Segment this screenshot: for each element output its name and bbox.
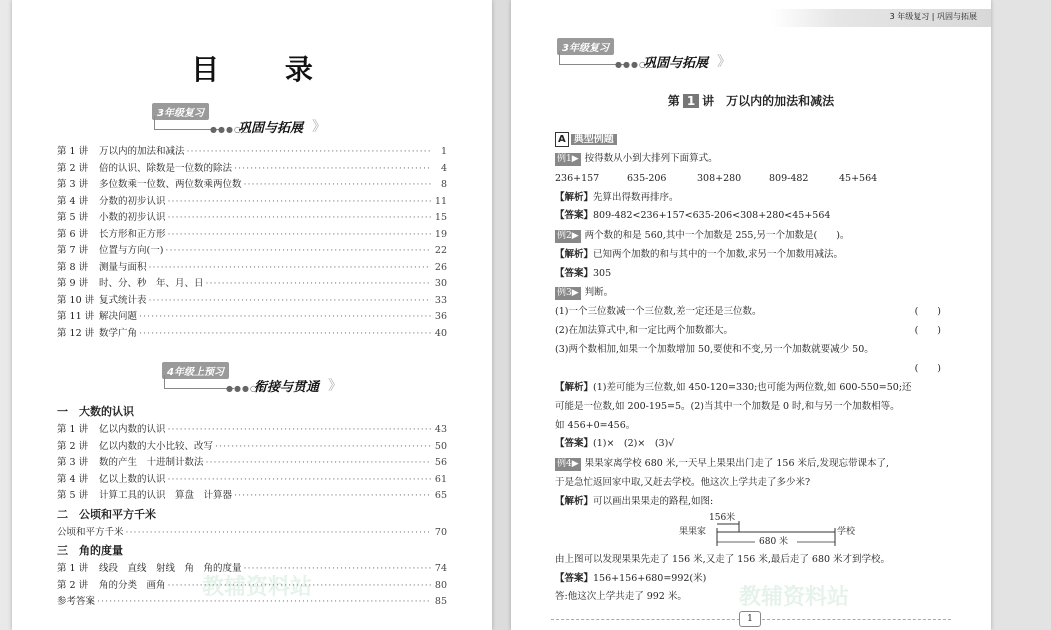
analysis-text: 先算出得数再排序。 bbox=[593, 192, 679, 203]
example-4-final: 答:他这次上学共走了 992 米。 bbox=[555, 591, 687, 602]
viewer-background bbox=[991, 0, 1051, 630]
example-4 bbox=[555, 457, 889, 471]
toc-group-heading: 三 角的度量 bbox=[57, 544, 123, 557]
section-banner-review bbox=[152, 103, 352, 141]
banner-line bbox=[154, 116, 157, 130]
toc-entry-title: 测量与面积 bbox=[99, 261, 147, 273]
judge-text: (2)在加法算式中,和一定比两个加数都大。 bbox=[555, 325, 733, 336]
expression: 308+280 bbox=[697, 173, 742, 184]
example-badge: 例3▶ bbox=[557, 288, 579, 298]
example-2-answer bbox=[555, 267, 611, 280]
toc-leader bbox=[206, 457, 431, 468]
example-1-analysis bbox=[555, 191, 679, 204]
route-diagram bbox=[679, 513, 879, 550]
example-badge: 例2▶ bbox=[557, 231, 579, 241]
toc-entry[interactable] bbox=[57, 160, 447, 177]
toc-leader bbox=[149, 295, 431, 306]
toc-entry-title: 数学广角 bbox=[99, 327, 138, 339]
lesson-prefix: 第 bbox=[667, 94, 680, 108]
toc-leader bbox=[165, 245, 431, 256]
toc-entry-page: 70 bbox=[434, 526, 447, 538]
toc-leader bbox=[126, 527, 431, 538]
example-4-explanation: 由上图可以发现果果先走了 156 米,又走了 156 米,最后走了 680 米才到学校。 bbox=[555, 554, 891, 565]
toc-entry-title: 复式统计表 bbox=[99, 294, 147, 306]
example-3 bbox=[555, 286, 613, 300]
toc-entry-title: 亿以内数的大小比较、改写 bbox=[99, 440, 214, 452]
watermark-text: 教辅资料站 bbox=[202, 575, 313, 600]
lesson-content bbox=[555, 0, 947, 630]
answer-text: 156+156+680=992(米) bbox=[593, 573, 707, 584]
analysis-continued: 如 456+0=456。 bbox=[555, 420, 636, 431]
toc-entry[interactable] bbox=[57, 438, 447, 455]
toc-entry-lecture: 第 12 讲 bbox=[57, 327, 95, 339]
analysis-label: 【解析】 bbox=[555, 496, 594, 507]
toc-entry-title: 亿以上数的认识 bbox=[99, 473, 166, 485]
example-4-continued: 于是急忙返回家中取,又赶去学校。他这次上学共走了多少米? bbox=[555, 477, 811, 488]
answer-label: 【答案】 bbox=[555, 573, 594, 584]
toc-entry-page: 4 bbox=[440, 162, 447, 174]
toc-entry-title: 亿以内数的认识 bbox=[99, 424, 166, 435]
toc-entry-lecture: 第 7 讲 bbox=[57, 245, 89, 256]
toc-entry-lecture: 第 2 讲 bbox=[57, 440, 89, 452]
diagram-left-label: 果果家 bbox=[679, 527, 707, 537]
watermark-text: 教辅资料站 bbox=[739, 585, 850, 610]
toc-group-heading: 一 大数的认识 bbox=[57, 405, 134, 418]
toc-entry-page: 40 bbox=[434, 327, 447, 339]
toc-entry[interactable] bbox=[57, 471, 447, 488]
analysis-label: 【解析】 bbox=[555, 192, 594, 203]
toc-entry-title: 长方形和正方形 bbox=[99, 228, 166, 240]
answer-text: 809-482<236+157<635-206<308+280<45+564 bbox=[593, 210, 831, 221]
toc-entry[interactable] bbox=[57, 176, 447, 193]
toc-leader bbox=[168, 424, 431, 435]
toc-entry-page: 74 bbox=[434, 563, 447, 574]
toc-group-heading: 二 公顷和平方千米 bbox=[57, 507, 156, 521]
answer-blank[interactable]: ( ) bbox=[914, 306, 941, 317]
diagram-right-label: 学校 bbox=[837, 527, 856, 537]
section-tag: 3年级复习 bbox=[152, 103, 209, 120]
toc-entry-page: 61 bbox=[434, 473, 447, 485]
example-1-answer bbox=[555, 209, 830, 222]
analysis-text: 可以画出果果走的路程,如图: bbox=[593, 496, 714, 507]
toc-entry-page: 11 bbox=[434, 195, 447, 207]
example-badge: 例1▶ bbox=[557, 154, 579, 164]
chevron-right-icon: 》 bbox=[312, 119, 326, 135]
toc-entry-lecture: 第 5 讲 bbox=[57, 212, 89, 223]
toc-leader bbox=[215, 441, 431, 452]
toc-entry-lecture: 第 3 讲 bbox=[57, 179, 89, 190]
toc-entry-lecture: 第 6 讲 bbox=[57, 228, 89, 240]
toc-entry-page: 65 bbox=[434, 490, 447, 501]
lesson-page bbox=[511, 0, 991, 630]
toc-entry-page: 19 bbox=[434, 228, 447, 240]
toc-entry-lecture: 第 10 讲 bbox=[57, 294, 95, 306]
toc-entry-lecture: 第 8 讲 bbox=[57, 261, 89, 273]
expression: 809-482 bbox=[769, 173, 809, 184]
analysis-text: (1)差可能为三位数,如 450-120=330;也可能为两位数,如 600-550=50;还 bbox=[593, 382, 912, 393]
expression: 45+564 bbox=[839, 173, 878, 184]
example-3-analysis bbox=[555, 381, 912, 394]
judge-item bbox=[555, 324, 947, 337]
toc-entry-page: 1 bbox=[440, 146, 447, 157]
section-banner-preview bbox=[162, 362, 362, 400]
expression: 236+157 bbox=[555, 173, 600, 184]
toc-entry-lecture: 第 1 讲 bbox=[57, 146, 89, 157]
running-header: 3 年级复习 | 巩固与拓展 bbox=[889, 12, 977, 21]
toc-entry-title: 时、分、秒 年、月、日 bbox=[99, 278, 204, 289]
answer-label: 【答案】 bbox=[555, 210, 594, 221]
judge-text: (3)两个数相加,如果一个加数增加 50,要使和不变,另一个加数就要减少 50。 bbox=[555, 344, 874, 355]
section-title: 巩固与拓展 bbox=[238, 121, 304, 136]
toc-entry-lecture: 第 4 讲 bbox=[57, 473, 89, 485]
toc-entry-title: 解决问题 bbox=[99, 311, 138, 322]
toc-leader bbox=[234, 163, 431, 174]
toc-entry-lecture: 第 1 讲 bbox=[57, 424, 89, 435]
analysis-label: 【解析】 bbox=[555, 382, 594, 393]
example-text: 判断。 bbox=[584, 287, 614, 298]
toc-entry[interactable] bbox=[57, 209, 447, 226]
toc-entry-title: 分数的初步认识 bbox=[99, 195, 166, 207]
toc-entry-page: 33 bbox=[434, 294, 447, 306]
banner-dots: ●●●○○ bbox=[615, 60, 655, 69]
toc-entry-lecture: 第 1 讲 bbox=[57, 563, 89, 574]
lesson-number: 1 bbox=[683, 94, 699, 108]
toc-page bbox=[12, 0, 492, 630]
example-4-answer bbox=[555, 572, 706, 585]
toc-entry-lecture: 第 2 讲 bbox=[57, 162, 89, 174]
toc-entry-lecture: 第 5 讲 bbox=[57, 490, 89, 501]
page-title: 目 录 bbox=[191, 53, 341, 86]
diagram-bottom-label: 680 米 bbox=[759, 537, 789, 547]
lesson-name: 讲 万以内的加法和减法 bbox=[702, 94, 835, 108]
example-4-analysis bbox=[555, 495, 713, 508]
toc-entry-page: 30 bbox=[434, 278, 447, 289]
toc-leader bbox=[149, 262, 431, 273]
judge-item bbox=[555, 305, 947, 318]
toc-entry[interactable] bbox=[57, 524, 447, 541]
example-1 bbox=[555, 152, 718, 166]
toc-entry-page: 80 bbox=[434, 579, 447, 591]
example-3-answer bbox=[555, 437, 674, 450]
section-title: 巩固与拓展 bbox=[643, 56, 709, 71]
banner-dots: ●●●○○ bbox=[210, 125, 250, 134]
toc-entry-lecture: 第 2 讲 bbox=[57, 579, 89, 591]
banner-dots: ●●●○○ bbox=[226, 384, 266, 393]
answer-text: (1)× (2)× (3)√ bbox=[593, 438, 675, 449]
section-label: 典型例题 bbox=[571, 134, 617, 145]
toc-entry[interactable] bbox=[57, 308, 447, 325]
toc-entry[interactable] bbox=[57, 487, 447, 504]
toc-leader bbox=[168, 212, 431, 223]
example-2-analysis bbox=[555, 248, 843, 261]
toc-entry-page: 50 bbox=[434, 440, 447, 452]
toc-leader bbox=[206, 278, 431, 289]
toc-entry-lecture: 第 4 讲 bbox=[57, 195, 89, 207]
toc-entry-title: 万以内的加法和减法 bbox=[99, 146, 185, 157]
toc-entry[interactable] bbox=[57, 259, 447, 276]
judge-item bbox=[555, 343, 874, 356]
toc-leader bbox=[139, 311, 431, 322]
toc-entry-page: 15 bbox=[434, 212, 447, 223]
section-a-heading bbox=[555, 132, 617, 147]
answer-blank[interactable]: ( ) bbox=[914, 325, 941, 336]
page-number: 1 bbox=[739, 611, 761, 627]
example-text: 按得数从小到大排列下面算式。 bbox=[584, 153, 718, 164]
toc-entry-lecture: 第 3 讲 bbox=[57, 457, 89, 468]
toc-entry[interactable] bbox=[57, 292, 447, 309]
section-tag: 4年级上预习 bbox=[162, 362, 229, 379]
toc-entry-title: 位置与方向(一) bbox=[99, 245, 164, 256]
toc-entry[interactable] bbox=[57, 325, 447, 342]
toc-entry-title: 线段 直线 射线 角 角的度量 bbox=[99, 563, 242, 574]
analysis-text: 已知两个加数的和与其中的一个加数,求另一个加数用减法。 bbox=[593, 249, 844, 260]
toc-leader bbox=[187, 146, 431, 157]
page-gutter bbox=[492, 0, 511, 630]
toc-entry-page: 85 bbox=[434, 596, 447, 607]
example-2 bbox=[555, 229, 849, 243]
toc-entry-page: 43 bbox=[434, 424, 447, 435]
example-text: 果果家离学校 680 米,一天早上果果出门走了 156 米后,发现忘带课本了, bbox=[584, 458, 890, 469]
toc-entry-title: 公顷和平方千米 bbox=[57, 526, 124, 538]
chevron-right-icon: 》 bbox=[328, 378, 342, 394]
toc-entry-page: 26 bbox=[434, 261, 447, 273]
example-text: 两个数的和是 560,其中一个加数是 255,另一个加数是( )。 bbox=[584, 230, 850, 241]
toc-entry[interactable] bbox=[57, 242, 447, 259]
toc-entry-title: 多位数乘一位数、两位数乘两位数 bbox=[99, 179, 242, 190]
banner-line bbox=[164, 375, 167, 389]
judge-text: (1)一个三位数减一个三位数,差一定还是三位数。 bbox=[555, 306, 762, 317]
answer-blank[interactable]: ( ) bbox=[914, 363, 941, 374]
banner-underline bbox=[164, 388, 234, 389]
toc-entry-page: 22 bbox=[434, 245, 447, 256]
diagram-top-label: 156米 bbox=[709, 513, 736, 523]
toc-entry-title: 小数的初步认识 bbox=[99, 212, 166, 223]
toc-list-review bbox=[57, 143, 447, 341]
toc-entry-title: 参考答案 bbox=[57, 596, 96, 607]
toc-entry-title: 倍的认识、除数是一位数的除法 bbox=[99, 162, 233, 174]
toc-entry-title: 计算工具的认识 算盘 计算器 bbox=[99, 490, 233, 501]
toc-leader bbox=[168, 474, 431, 485]
section-letter: A bbox=[555, 132, 569, 147]
toc-entry-lecture: 第 9 讲 bbox=[57, 278, 89, 289]
toc-leader bbox=[139, 328, 431, 339]
toc-entry-page: 8 bbox=[440, 179, 447, 190]
toc-entry[interactable] bbox=[57, 275, 447, 292]
toc-entry-page: 56 bbox=[434, 457, 447, 468]
section-tag: 3年级复习 bbox=[557, 38, 614, 55]
toc-entry-page: 36 bbox=[434, 311, 447, 322]
example-badge: 例4▶ bbox=[557, 459, 579, 469]
toc-entry-title: 角的分类 画角 bbox=[99, 579, 166, 591]
toc-entry[interactable] bbox=[57, 143, 447, 160]
answer-label: 【答案】 bbox=[555, 438, 594, 449]
expression: 635-206 bbox=[627, 173, 667, 184]
toc-entry[interactable] bbox=[57, 193, 447, 210]
toc-entry-lecture: 第 11 讲 bbox=[57, 311, 95, 322]
answer-text: 305 bbox=[593, 268, 612, 279]
toc-leader bbox=[244, 179, 431, 190]
toc-entry[interactable] bbox=[57, 226, 447, 243]
answer-label: 【答案】 bbox=[555, 268, 594, 279]
toc-leader bbox=[168, 229, 431, 240]
analysis-continued: 可能是一位数,如 200-195=5。(2)当其中一个加数是 0 时,和与另一个加数相等。 bbox=[555, 401, 900, 412]
toc-leader bbox=[168, 196, 431, 207]
chevron-right-icon: 》 bbox=[717, 54, 731, 70]
toc-entry[interactable] bbox=[57, 421, 447, 438]
section-title: 衔接与贯通 bbox=[254, 380, 320, 395]
toc-entry[interactable] bbox=[57, 454, 447, 471]
analysis-label: 【解析】 bbox=[555, 249, 594, 260]
toc-entry-title: 数的产生 十进制计数法 bbox=[99, 457, 204, 468]
toc-leader bbox=[234, 490, 431, 501]
